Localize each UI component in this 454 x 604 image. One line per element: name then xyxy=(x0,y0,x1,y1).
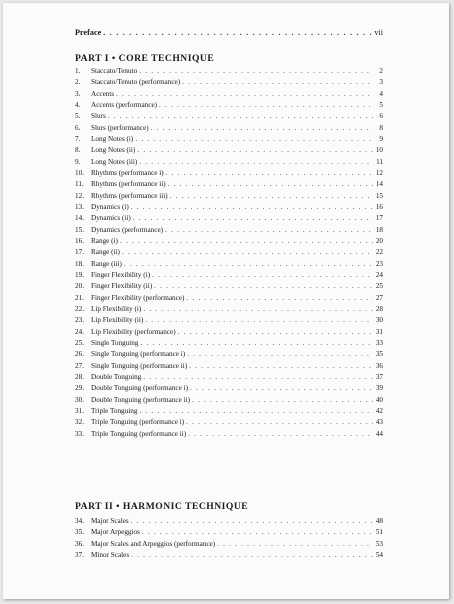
entry-number: 15. xyxy=(75,225,84,234)
entry-page-number: 23 xyxy=(375,259,383,268)
entry-title: Major Scales and Arpeggios (performance) xyxy=(91,539,216,548)
toc-row[interactable] xyxy=(75,168,383,179)
dot-leader xyxy=(159,100,373,111)
entry-number: 16. xyxy=(75,236,84,245)
dot-leader xyxy=(145,315,373,326)
entry-page-number: 16 xyxy=(375,202,383,211)
dot-leader xyxy=(182,77,373,88)
entry-title: Dynamics (i) xyxy=(91,202,129,211)
entry-number: 10. xyxy=(75,168,84,177)
dot-leader xyxy=(124,259,373,270)
entry-number: 19. xyxy=(75,270,84,279)
dot-leader xyxy=(152,270,373,281)
entry-page-number: 43 xyxy=(375,418,383,427)
entry-title: Long Notes (ii) xyxy=(91,146,136,155)
entry-page-number: 51 xyxy=(375,528,383,537)
toc-row[interactable] xyxy=(75,383,383,394)
dot-leader xyxy=(139,66,373,77)
part-heading-core-technique: PART I • CORE TECHNIQUE xyxy=(75,53,215,64)
entry-page-number: 53 xyxy=(375,539,383,548)
toc-row[interactable] xyxy=(75,247,383,258)
dot-leader xyxy=(186,417,373,428)
dot-leader xyxy=(186,293,373,304)
dot-leader xyxy=(116,89,373,100)
dot-leader xyxy=(133,213,373,224)
dot-leader xyxy=(142,527,373,538)
entry-page-number: 6 xyxy=(379,112,383,121)
entry-title: Finger Flexibility (ii) xyxy=(91,282,153,291)
dot-leader xyxy=(192,395,373,406)
entry-page-number: 3 xyxy=(379,78,383,87)
entry-title: Dynamics (ii) xyxy=(91,214,131,223)
entry-number: 6. xyxy=(75,123,81,132)
dot-leader xyxy=(217,539,373,550)
entry-number: 21. xyxy=(75,293,84,302)
entry-title: Major Arpeggios xyxy=(91,528,140,537)
entry-page-number: 36 xyxy=(375,361,383,370)
entry-page-number: 5 xyxy=(379,100,383,109)
entry-number: 37. xyxy=(75,550,84,559)
entry-number: 14. xyxy=(75,214,84,223)
entry-number: 11. xyxy=(75,180,84,189)
toc-row[interactable] xyxy=(75,429,383,440)
toc-list-part-1 xyxy=(75,66,383,440)
entry-page-number: 28 xyxy=(375,304,383,313)
toc-list-part-2 xyxy=(75,516,383,561)
entry-title: Single Tonguing xyxy=(91,338,139,347)
entry-title: Major Scales xyxy=(91,517,129,525)
entry-number: 24. xyxy=(75,327,84,336)
dot-leader xyxy=(170,191,373,202)
dot-leader xyxy=(131,516,373,527)
toc-row[interactable] xyxy=(75,315,383,326)
entry-page-number: 15 xyxy=(375,191,383,200)
dot-leader xyxy=(137,145,373,156)
entry-number: 20. xyxy=(75,282,84,291)
entry-title: Range (iii) xyxy=(91,259,122,268)
toc-row[interactable] xyxy=(75,361,383,372)
entry-page-number: 14 xyxy=(375,180,383,189)
toc-row[interactable] xyxy=(75,123,383,134)
toc-row[interactable] xyxy=(75,191,383,202)
dot-leader xyxy=(131,550,373,561)
dot-leader xyxy=(187,349,373,360)
entry-number: 32. xyxy=(75,418,84,427)
entry-title: Accents xyxy=(91,89,115,98)
entry-title: Dynamics (performance) xyxy=(91,225,164,234)
toc-row[interactable] xyxy=(75,202,383,213)
toc-row[interactable] xyxy=(75,89,383,100)
toc-row[interactable] xyxy=(75,134,383,145)
dot-leader xyxy=(165,225,373,236)
entry-page-number: 54 xyxy=(375,550,383,559)
toc-row[interactable] xyxy=(75,77,383,88)
dot-leader xyxy=(151,123,373,134)
entry-title: Triple Tonguing xyxy=(91,406,138,415)
entry-page-number: 2 xyxy=(379,67,383,75)
toc-row[interactable] xyxy=(75,145,383,156)
entry-page-number: 42 xyxy=(375,406,383,415)
entry-title: Range (ii) xyxy=(91,248,120,257)
toc-row[interactable] xyxy=(75,527,383,538)
toc-row[interactable] xyxy=(75,236,383,247)
entry-page-number: 48 xyxy=(375,517,383,525)
dot-leader xyxy=(139,157,373,168)
dot-leader xyxy=(103,27,372,38)
dot-leader xyxy=(154,281,373,292)
entry-number: 8. xyxy=(75,146,81,155)
entry-title: Lip Flexibility (ii) xyxy=(91,316,144,325)
entry-page-number: 17 xyxy=(375,214,383,223)
entry-title: Double Tonguing (performance ii) xyxy=(91,395,190,404)
toc-row[interactable] xyxy=(75,293,383,304)
toc-row[interactable] xyxy=(75,179,383,190)
entry-title: Accents (performance) xyxy=(91,100,158,109)
toc-row[interactable] xyxy=(75,100,383,111)
toc-row[interactable] xyxy=(75,349,383,360)
entry-title: Single Tonguing (performance i) xyxy=(91,350,186,359)
toc-row[interactable] xyxy=(75,213,383,224)
dot-leader xyxy=(168,179,373,190)
entry-page-number: 31 xyxy=(375,327,383,336)
toc-row[interactable] xyxy=(75,225,383,236)
dot-leader xyxy=(189,361,373,372)
entry-title: Rhythms (performance iii) xyxy=(91,191,168,200)
dot-leader xyxy=(108,111,373,122)
entry-number: 13. xyxy=(75,202,84,211)
toc-row[interactable] xyxy=(75,516,383,527)
entry-title: Rhythms (performance i) xyxy=(91,168,164,177)
preface-page-number: vii xyxy=(374,28,383,37)
entry-title: Triple Tonguing (performance i) xyxy=(91,418,185,427)
entry-page-number: 39 xyxy=(375,384,383,393)
entry-title: Long Notes (i) xyxy=(91,134,134,143)
toc-row[interactable] xyxy=(75,338,383,349)
entry-number: 33. xyxy=(75,429,84,438)
entry-title: Double Tonguing xyxy=(91,372,142,381)
toc-row[interactable] xyxy=(75,281,383,292)
entry-page-number: 20 xyxy=(375,236,383,245)
toc-row[interactable] xyxy=(75,327,383,338)
entry-title: Finger Flexibility (i) xyxy=(91,270,151,279)
entry-title: Range (i) xyxy=(91,236,118,245)
entry-page-number: 40 xyxy=(375,395,383,404)
toc-row[interactable] xyxy=(75,111,383,122)
entry-page-number: 24 xyxy=(375,270,383,279)
dot-leader xyxy=(135,134,373,145)
entry-number: 22. xyxy=(75,304,84,313)
entry-title: Triple Tonguing (performance ii) xyxy=(91,429,187,438)
entry-page-number: 9 xyxy=(379,134,383,143)
entry-page-number: 10 xyxy=(375,146,383,155)
entry-page-number: 12 xyxy=(375,168,383,177)
toc-row[interactable] xyxy=(75,395,383,406)
entry-number: 3. xyxy=(75,89,81,98)
dot-leader xyxy=(190,383,373,394)
entry-title: Finger Flexibility (performance) xyxy=(91,293,185,302)
entry-page-number: 27 xyxy=(375,293,383,302)
entry-page-number: 4 xyxy=(379,89,383,98)
entry-page-number: 35 xyxy=(375,350,383,359)
entry-number: 23. xyxy=(75,316,84,325)
entry-title: Lip Flexibility (performance) xyxy=(91,327,176,336)
entry-number: 34. xyxy=(75,517,84,525)
document-page xyxy=(3,3,449,599)
entry-page-number: 18 xyxy=(375,225,383,234)
toc-row[interactable] xyxy=(75,406,383,417)
entry-title: Long Notes (iii) xyxy=(91,157,138,166)
entry-number: 30. xyxy=(75,395,84,404)
dot-leader xyxy=(166,168,373,179)
entry-number: 7. xyxy=(75,134,81,143)
dot-leader xyxy=(139,406,373,417)
entry-page-number: 30 xyxy=(375,316,383,325)
dot-leader xyxy=(188,429,373,440)
toc-row[interactable] xyxy=(75,417,383,428)
entry-number: 4. xyxy=(75,100,81,109)
dot-leader xyxy=(178,327,373,338)
entry-title: Double Tonguing (performance i) xyxy=(91,384,188,393)
entry-number: 29. xyxy=(75,384,84,393)
entry-page-number: 33 xyxy=(375,338,383,347)
entry-number: 31. xyxy=(75,406,84,415)
part-heading-harmonic-technique: PART II • HARMONIC TECHNIQUE xyxy=(75,501,249,512)
entry-number: 18. xyxy=(75,259,84,268)
preface-label: Preface xyxy=(75,28,102,37)
entry-title: Staccato/Tenuto (performance) xyxy=(91,78,181,87)
entry-page-number: 37 xyxy=(375,372,383,381)
toc-row[interactable] xyxy=(75,550,383,561)
entry-number: 26. xyxy=(75,350,84,359)
entry-title: Rhythms (performance ii) xyxy=(91,180,166,189)
toc-row[interactable] xyxy=(75,304,383,315)
toc-row[interactable] xyxy=(75,270,383,281)
dot-leader xyxy=(143,304,373,315)
entry-page-number: 11 xyxy=(376,157,383,166)
entry-number: 25. xyxy=(75,338,84,347)
toc-row[interactable] xyxy=(75,259,383,270)
entry-page-number: 25 xyxy=(375,282,383,291)
dot-leader xyxy=(120,236,373,247)
entry-number: 5. xyxy=(75,112,81,121)
dot-leader xyxy=(140,338,373,349)
entry-number: 12. xyxy=(75,191,84,200)
entry-page-number: 8 xyxy=(379,123,383,132)
toc-row[interactable] xyxy=(75,372,383,383)
entry-number: 36. xyxy=(75,539,84,548)
entry-title: Staccato/Tenuto xyxy=(91,67,138,75)
entry-number: 17. xyxy=(75,248,84,257)
entry-number: 28. xyxy=(75,372,84,381)
toc-row[interactable] xyxy=(75,66,383,77)
toc-row-preface[interactable] xyxy=(75,27,383,38)
entry-number: 9. xyxy=(75,157,81,166)
dot-leader xyxy=(143,372,373,383)
entry-title: Single Tonguing (performance ii) xyxy=(91,361,188,370)
toc-row[interactable] xyxy=(75,539,383,550)
entry-page-number: 22 xyxy=(375,248,383,257)
entry-page-number: 44 xyxy=(375,429,383,438)
dot-leader xyxy=(131,202,373,213)
entry-title: Slurs xyxy=(91,112,106,121)
toc-row[interactable] xyxy=(75,157,383,168)
entry-number: 27. xyxy=(75,361,84,370)
entry-number: 1. xyxy=(75,67,81,75)
entry-title: Slurs (performance) xyxy=(91,123,149,132)
dot-leader xyxy=(122,247,373,258)
entry-number: 2. xyxy=(75,78,81,87)
entry-number: 35. xyxy=(75,528,84,537)
entry-title: Lip Flexibility (i) xyxy=(91,304,142,313)
entry-title: Minor Scales xyxy=(91,550,130,559)
